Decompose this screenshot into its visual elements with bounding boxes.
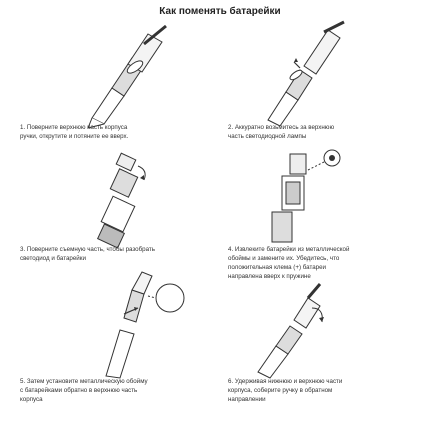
step-6-line: корпуса, соберите ручку в обратном (228, 386, 333, 394)
step-1-line: ручки, открутите и потяните ее вверх. (20, 132, 129, 140)
step-1 (20, 20, 220, 148)
step-2 (228, 20, 428, 148)
step-6-line: 6. Удерживая нижнюю и верхнюю части (228, 378, 343, 385)
step-5 (20, 268, 220, 403)
step-3 (20, 150, 220, 278)
pen-insert-illustration (20, 268, 220, 378)
pen-open-illustration (20, 20, 220, 130)
step-5-line: 5. Затем установите металлическую обойму (20, 378, 148, 385)
step-2-caption (228, 124, 393, 142)
step-3-line: светодиод и батарейки (20, 254, 86, 262)
step-4-line: положительная клема (+) батареи (228, 263, 327, 271)
pen-assemble-illustration (228, 268, 428, 378)
step-2-line: часть светодиодной лампы (228, 132, 307, 140)
led-module-illustration (20, 150, 220, 260)
step-6-line: направлении (228, 395, 266, 403)
step-3-caption (20, 246, 185, 264)
step-4 (228, 150, 428, 278)
step-6-caption (228, 378, 393, 405)
step-5-line: с батарейками обратно в верхнюю часть (20, 386, 138, 394)
step-5-line: корпуса (20, 395, 43, 403)
step-2-line: 2. Аккуратно возьмитесь за верхнюю (228, 124, 335, 131)
battery-replace-illustration (228, 150, 428, 260)
step-4-line: обоймы и замените их. Убедитесь, что (228, 254, 340, 262)
step-1-line: 1. Поверните верхнюю часть корпуса (20, 124, 128, 131)
page-title: Как поменять батарейки (159, 6, 281, 17)
step-6 (228, 268, 428, 403)
step-1-caption (20, 124, 185, 142)
step-3-line: 3. Поверните съемную часть, чтобы разобрать (20, 246, 155, 253)
step-5-caption (20, 378, 185, 405)
pen-led-illustration (228, 20, 428, 130)
step-4-line: направлена вверх к пружине (228, 272, 311, 280)
step-4-line: 4. Извлеките батарейки из металлической (228, 246, 350, 253)
